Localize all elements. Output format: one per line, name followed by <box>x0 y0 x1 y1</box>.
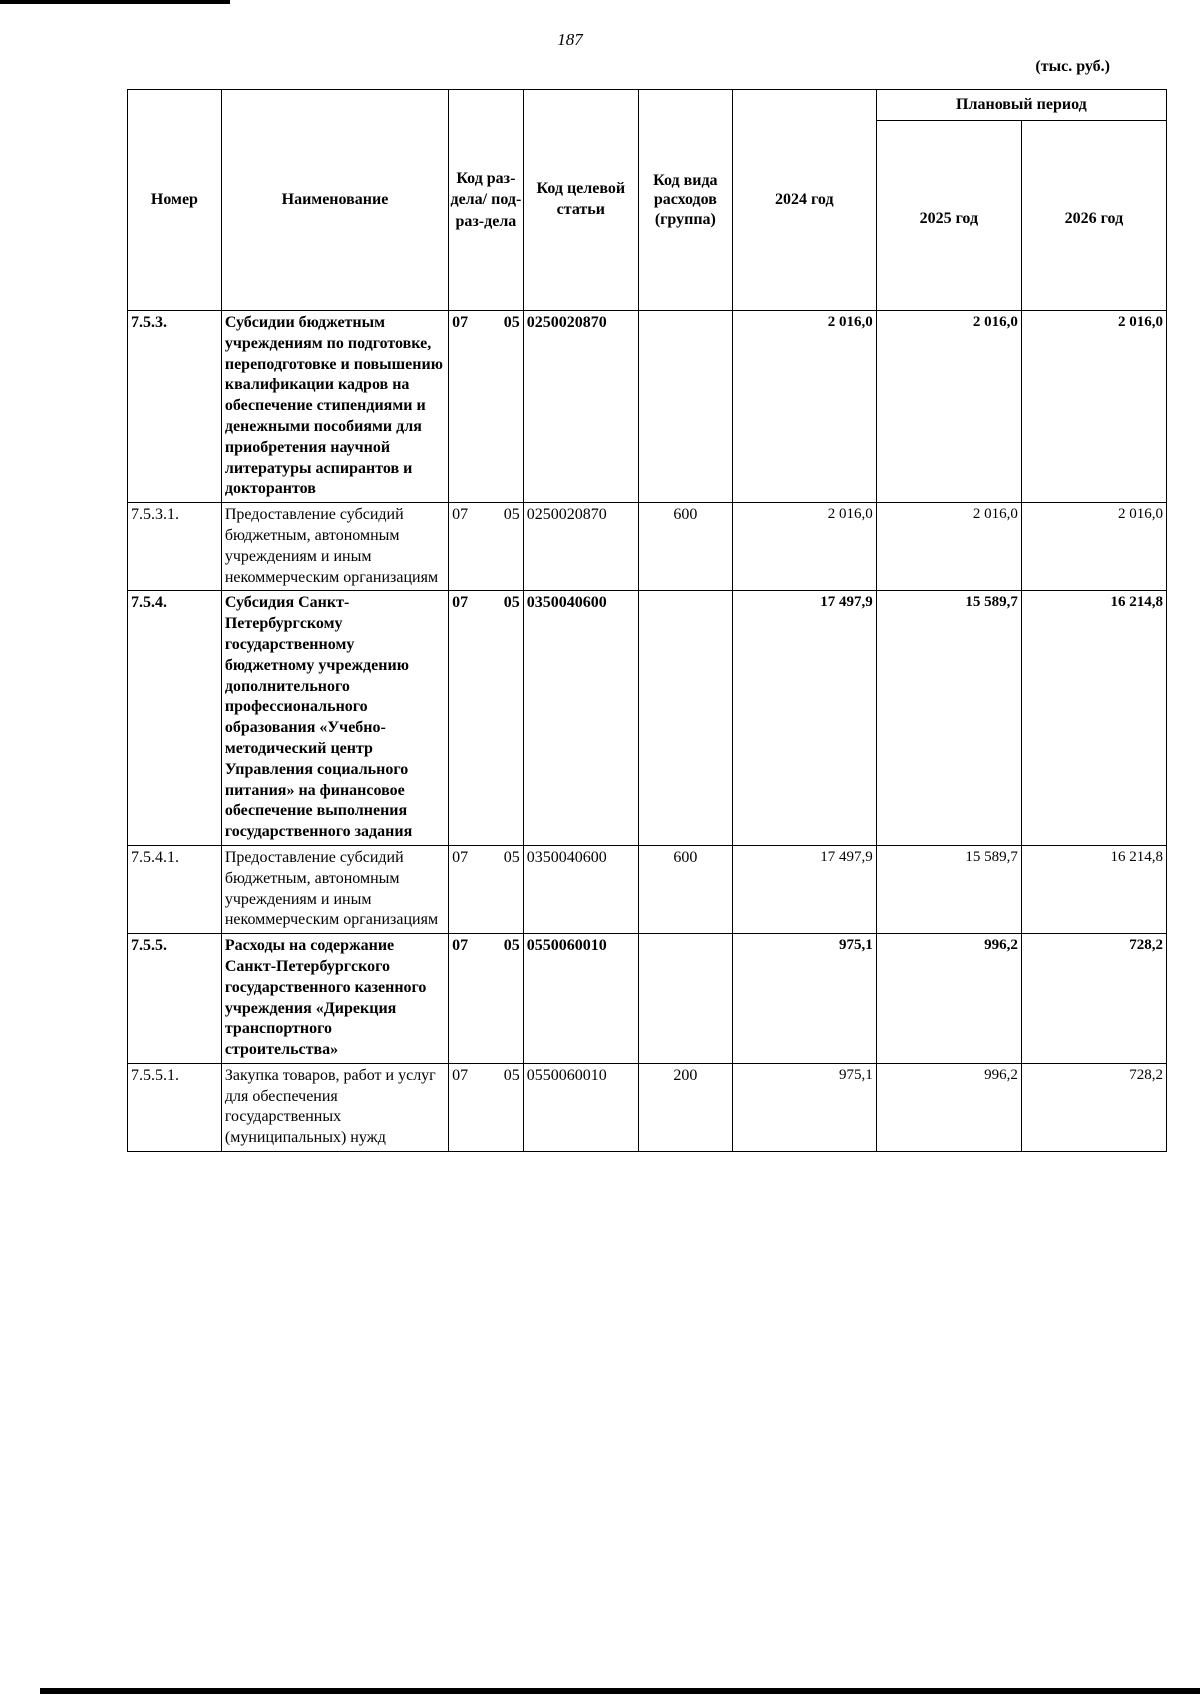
row-number: 7.5.3. <box>128 311 222 503</box>
row-name: Расходы на содержание Санкт-Петербургского государственного казенного учреждения «Дирекция транспортного строительства» <box>221 934 448 1064</box>
page-number: 187 <box>557 30 583 49</box>
row-value-2025: 996,2 <box>876 934 1021 1064</box>
row-expense-code: 200 <box>638 1063 732 1151</box>
row-value-2024: 975,1 <box>732 934 876 1064</box>
units-label: (тыс. руб.) <box>1035 58 1110 75</box>
row-value-2025: 2 016,0 <box>876 311 1021 503</box>
section-code: 07 <box>452 937 469 955</box>
row-value-2024: 17 497,9 <box>732 591 876 846</box>
row-number: 7.5.4.1. <box>128 845 222 933</box>
table-row <box>128 503 1167 591</box>
row-value-2025: 996,2 <box>876 1063 1021 1151</box>
row-target-code: 0250020870 <box>523 503 638 591</box>
row-value-2026: 2 016,0 <box>1021 503 1166 591</box>
section-code: 07 <box>452 594 469 612</box>
row-target-code: 0550060010 <box>523 934 638 1064</box>
row-section-code <box>449 1063 524 1151</box>
header-row <box>128 90 1167 121</box>
row-target-code: 0550060010 <box>523 1063 638 1151</box>
row-expense-code <box>638 934 732 1064</box>
row-target-code: 0350040600 <box>523 845 638 933</box>
row-target-code: 0250020870 <box>523 311 638 503</box>
row-number: 7.5.3.1. <box>128 503 222 591</box>
row-value-2026: 728,2 <box>1021 1063 1166 1151</box>
header-target: Код целевой статьи <box>523 90 638 311</box>
subsection-code: 05 <box>503 848 520 866</box>
header-2024: 2024 год <box>732 90 876 311</box>
header-name: Наименование <box>221 90 448 311</box>
row-value-2025: 15 589,7 <box>876 845 1021 933</box>
table-row <box>128 311 1167 503</box>
row-section-code <box>449 934 524 1064</box>
row-target-code: 0350040600 <box>523 591 638 846</box>
row-value-2024: 17 497,9 <box>732 845 876 933</box>
subsection-code: 05 <box>503 314 520 331</box>
table-row <box>128 845 1167 933</box>
row-expense-code <box>638 591 732 846</box>
row-number: 7.5.5.1. <box>128 1063 222 1151</box>
header-planned-period: Плановый период <box>876 90 1166 121</box>
table-body <box>128 311 1167 1152</box>
row-name: Закупка товаров, работ и услуг для обеспечения государственных (муниципальных) нужд <box>221 1063 448 1151</box>
section-code: 07 <box>452 314 469 331</box>
subsection-code: 05 <box>503 594 520 612</box>
row-number: 7.5.5. <box>128 934 222 1064</box>
header-2026: 2026 год <box>1021 121 1166 311</box>
row-value-2024: 975,1 <box>732 1063 876 1151</box>
row-section-code <box>449 591 524 846</box>
row-expense-code: 600 <box>638 503 732 591</box>
table-row <box>128 934 1167 1064</box>
subsection-code: 05 <box>503 1066 520 1084</box>
row-section-code <box>449 503 524 591</box>
header-section: Код раз-дела/ под-раз-дела <box>449 90 524 311</box>
row-name: Субсидии бюджетным учреждениям по подготовке, переподготовке и повышению квалификации кадров на обеспечение стипендиями и денежными пособиями для приобретения научной литературы аспирантов и докторантов <box>221 311 448 503</box>
section-code: 07 <box>452 506 469 524</box>
subsection-code: 05 <box>503 937 520 955</box>
section-code: 07 <box>452 848 469 866</box>
row-value-2026: 16 214,8 <box>1021 591 1166 846</box>
row-name: Субсидия Санкт-Петербургскому государственному бюджетному учреждению дополнительного профессионального образования «Учебно-методический центр Управления социального питания» на финансовое обеспечение выполнения государственного задания <box>221 591 448 846</box>
header-2025: 2025 год <box>876 121 1021 311</box>
row-name: Предоставление субсидий бюджетным, автономным учреждениям и иным некоммерческим организациям <box>221 503 448 591</box>
bottom-rule <box>40 1688 1200 1694</box>
row-value-2025: 15 589,7 <box>876 591 1021 846</box>
row-value-2026: 2 016,0 <box>1021 311 1166 503</box>
row-number: 7.5.4. <box>128 591 222 846</box>
row-value-2024: 2 016,0 <box>732 503 876 591</box>
row-section-code <box>449 845 524 933</box>
row-value-2026: 728,2 <box>1021 934 1166 1064</box>
table-row <box>128 1063 1167 1151</box>
header-expense: Код вида расходов (группа) <box>638 90 732 311</box>
row-value-2026: 16 214,8 <box>1021 845 1166 933</box>
top-rule <box>0 0 230 4</box>
section-code: 07 <box>452 1066 469 1084</box>
row-expense-code <box>638 311 732 503</box>
row-name: Предоставление субсидий бюджетным, автономным учреждениям и иным некоммерческим организациям <box>221 845 448 933</box>
row-value-2024: 2 016,0 <box>732 311 876 503</box>
row-expense-code: 600 <box>638 845 732 933</box>
subsection-code: 05 <box>503 506 520 524</box>
header-number: Номер <box>128 90 222 311</box>
table-row <box>128 591 1167 846</box>
row-value-2025: 2 016,0 <box>876 503 1021 591</box>
budget-table <box>127 89 1167 1152</box>
row-section-code <box>449 311 524 503</box>
